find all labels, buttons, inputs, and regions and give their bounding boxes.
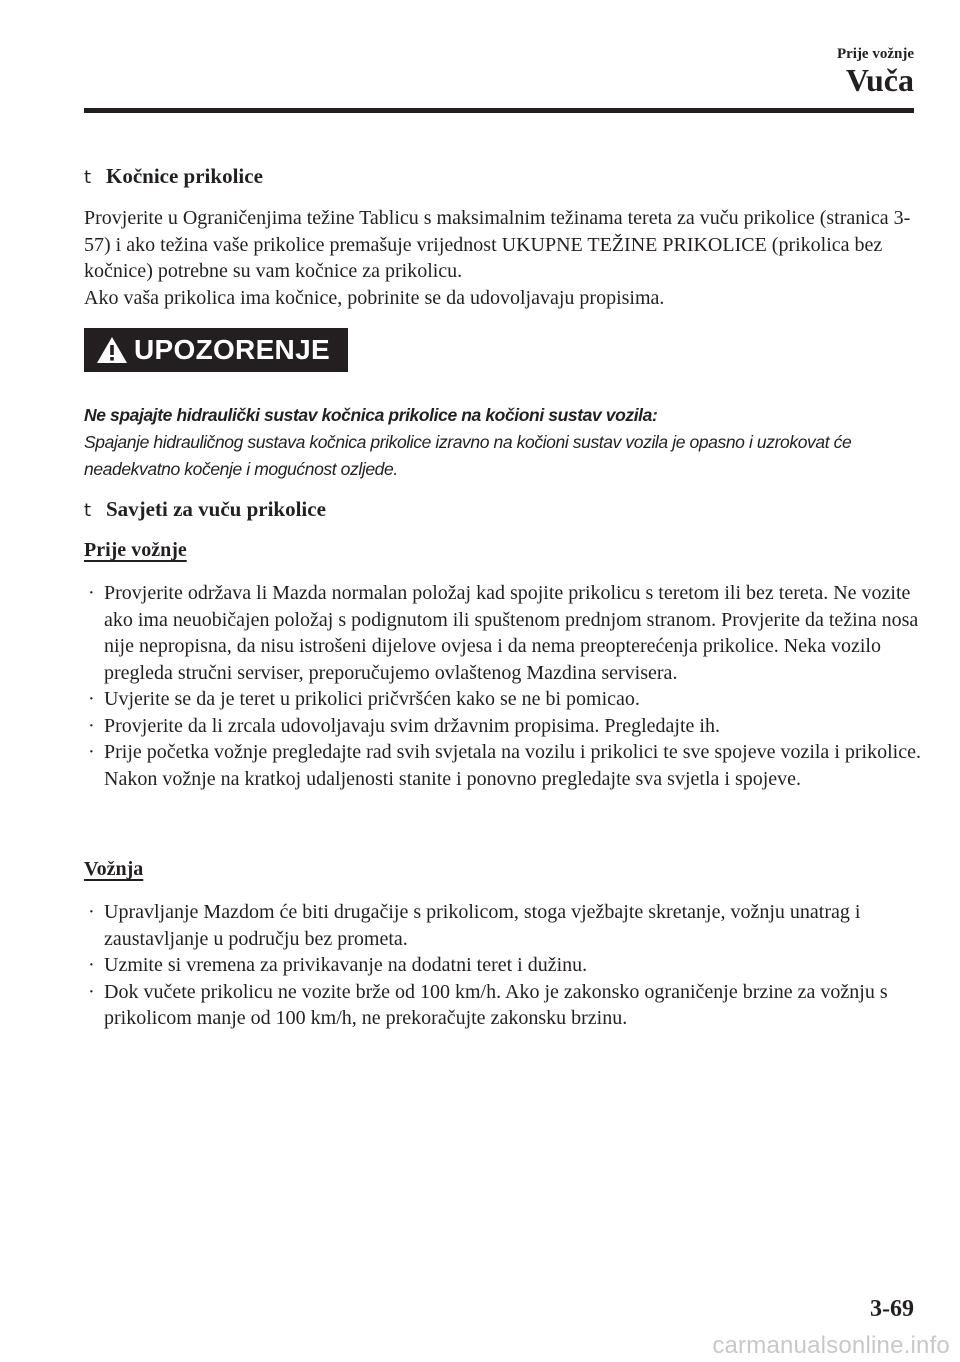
- warning-text: Spajanje hidrauličnog sustava kočnica prikolice izravno na kočioni sustav vozila je opasno i uzrokovat će neadekvatno kočenje i mogućnost ozljede.: [84, 432, 852, 479]
- warning-body: [84, 402, 934, 483]
- list-item-text: Uvjerite se da je teret u prikolici pričvršćen kako se ne bi pomicao.: [104, 688, 640, 710]
- warning-lead: Ne spajajte hidraulički sustav kočnica prikolice na kočioni sustav vozila:: [84, 405, 658, 425]
- warning-triangle-icon: [96, 335, 128, 365]
- driving-list: [84, 899, 924, 1032]
- tips-heading-text: Savjeti za vuču prikolice: [106, 497, 326, 521]
- watermark: carmanualsonline.info: [712, 1332, 950, 1359]
- list-item: [84, 580, 924, 686]
- page-number: 3-69: [870, 1296, 914, 1322]
- bullet-icon: ·: [88, 582, 95, 604]
- list-item: [84, 952, 924, 979]
- list-item: [84, 979, 924, 1032]
- bullet-icon: ·: [88, 714, 95, 737]
- page-title: Vuča: [845, 62, 914, 98]
- brakes-paragraph: Ako vaša prikolica ima kočnice, pobrinite se da udovoljavaju propisima.: [84, 286, 665, 309]
- list-item: [84, 713, 924, 740]
- bullet-icon: ·: [88, 954, 95, 976]
- list-item: [84, 686, 924, 713]
- section-marker-icon: t: [84, 500, 92, 521]
- header-rule: [84, 108, 914, 113]
- brakes-heading: [84, 164, 263, 189]
- brakes-body: [84, 205, 924, 311]
- list-item-text: Upravljanje Mazdom će biti drugačije s prikolicom, stoga vježbajte skretanje, vožnju unatrag i zaustavljanje u području bez prometa.: [104, 901, 861, 950]
- brakes-paragraph: Provjerite u Ograničenjima težine Tablicu s maksimalnim težinama tereta za vuču prikolice (stranica 3-57) i ako težina vaše prikolice premašuje vrijednost UKUPNE TEŽINE PRIKOLICE (prikolica bez kočnice) potrebne su vam kočnice za prikolicu.: [84, 207, 911, 282]
- before-driving-list: [84, 580, 924, 792]
- section-marker-icon: t: [84, 167, 92, 188]
- tips-heading: [84, 497, 326, 522]
- bullet-icon: ·: [88, 980, 95, 1003]
- bullet-icon: ·: [88, 688, 95, 710]
- brakes-heading-text: Kočnice prikolice: [106, 164, 263, 188]
- before-driving-subheading: Prije vožnje: [84, 539, 187, 561]
- list-item-text: Dok vučete prikolicu ne vozite brže od 100 km/h. Ako je zakonsko ograničenje brzine za vožnju s prikolicom manje od 100 km/h, ne prekoračujte zakonsku brzinu.: [104, 980, 888, 1029]
- bullet-icon: ·: [88, 901, 95, 923]
- list-item-text: Prije početka vožnje pregledajte rad svih svjetala na vozilu i prikolici te sve spojeve vozila i prikolice. Nakon vožnje na kratkoj udaljenosti stanite i ponovno pregledajte sva svjetla i spojeve.: [104, 741, 921, 790]
- list-item-text: Uzmite si vremena za privikavanje na dodatni teret i dužinu.: [104, 954, 588, 976]
- list-item: [84, 739, 924, 792]
- warning-label-box: [84, 328, 348, 372]
- header-section-label: Prije vožnje: [836, 46, 914, 62]
- driving-subheading: Vožnja: [84, 858, 144, 880]
- bullet-icon: ·: [88, 741, 95, 763]
- warning-label: UPOZORENJE: [134, 334, 330, 365]
- list-item-text: Provjerite da li zrcala udovoljavaju svim državnim propisima. Pregledajte ih.: [104, 714, 720, 737]
- list-item-text: Provjerite održava li Mazda normalan položaj kad spojite prikolicu s teretom ili bez tereta. Ne vozite ako ima neuobičajen položaj s podignutom ili spuštenom prednjom stranom. Provjerite da težina nosa nije nepropisna, da nisu istrošeni dijelove ovjesa i da nema preopterećenja prikolice. Neka vozilo pregleda stručni serviser, preporučujemo ovlaštenog Mazdina servisera.: [104, 582, 919, 684]
- list-item: [84, 899, 924, 952]
